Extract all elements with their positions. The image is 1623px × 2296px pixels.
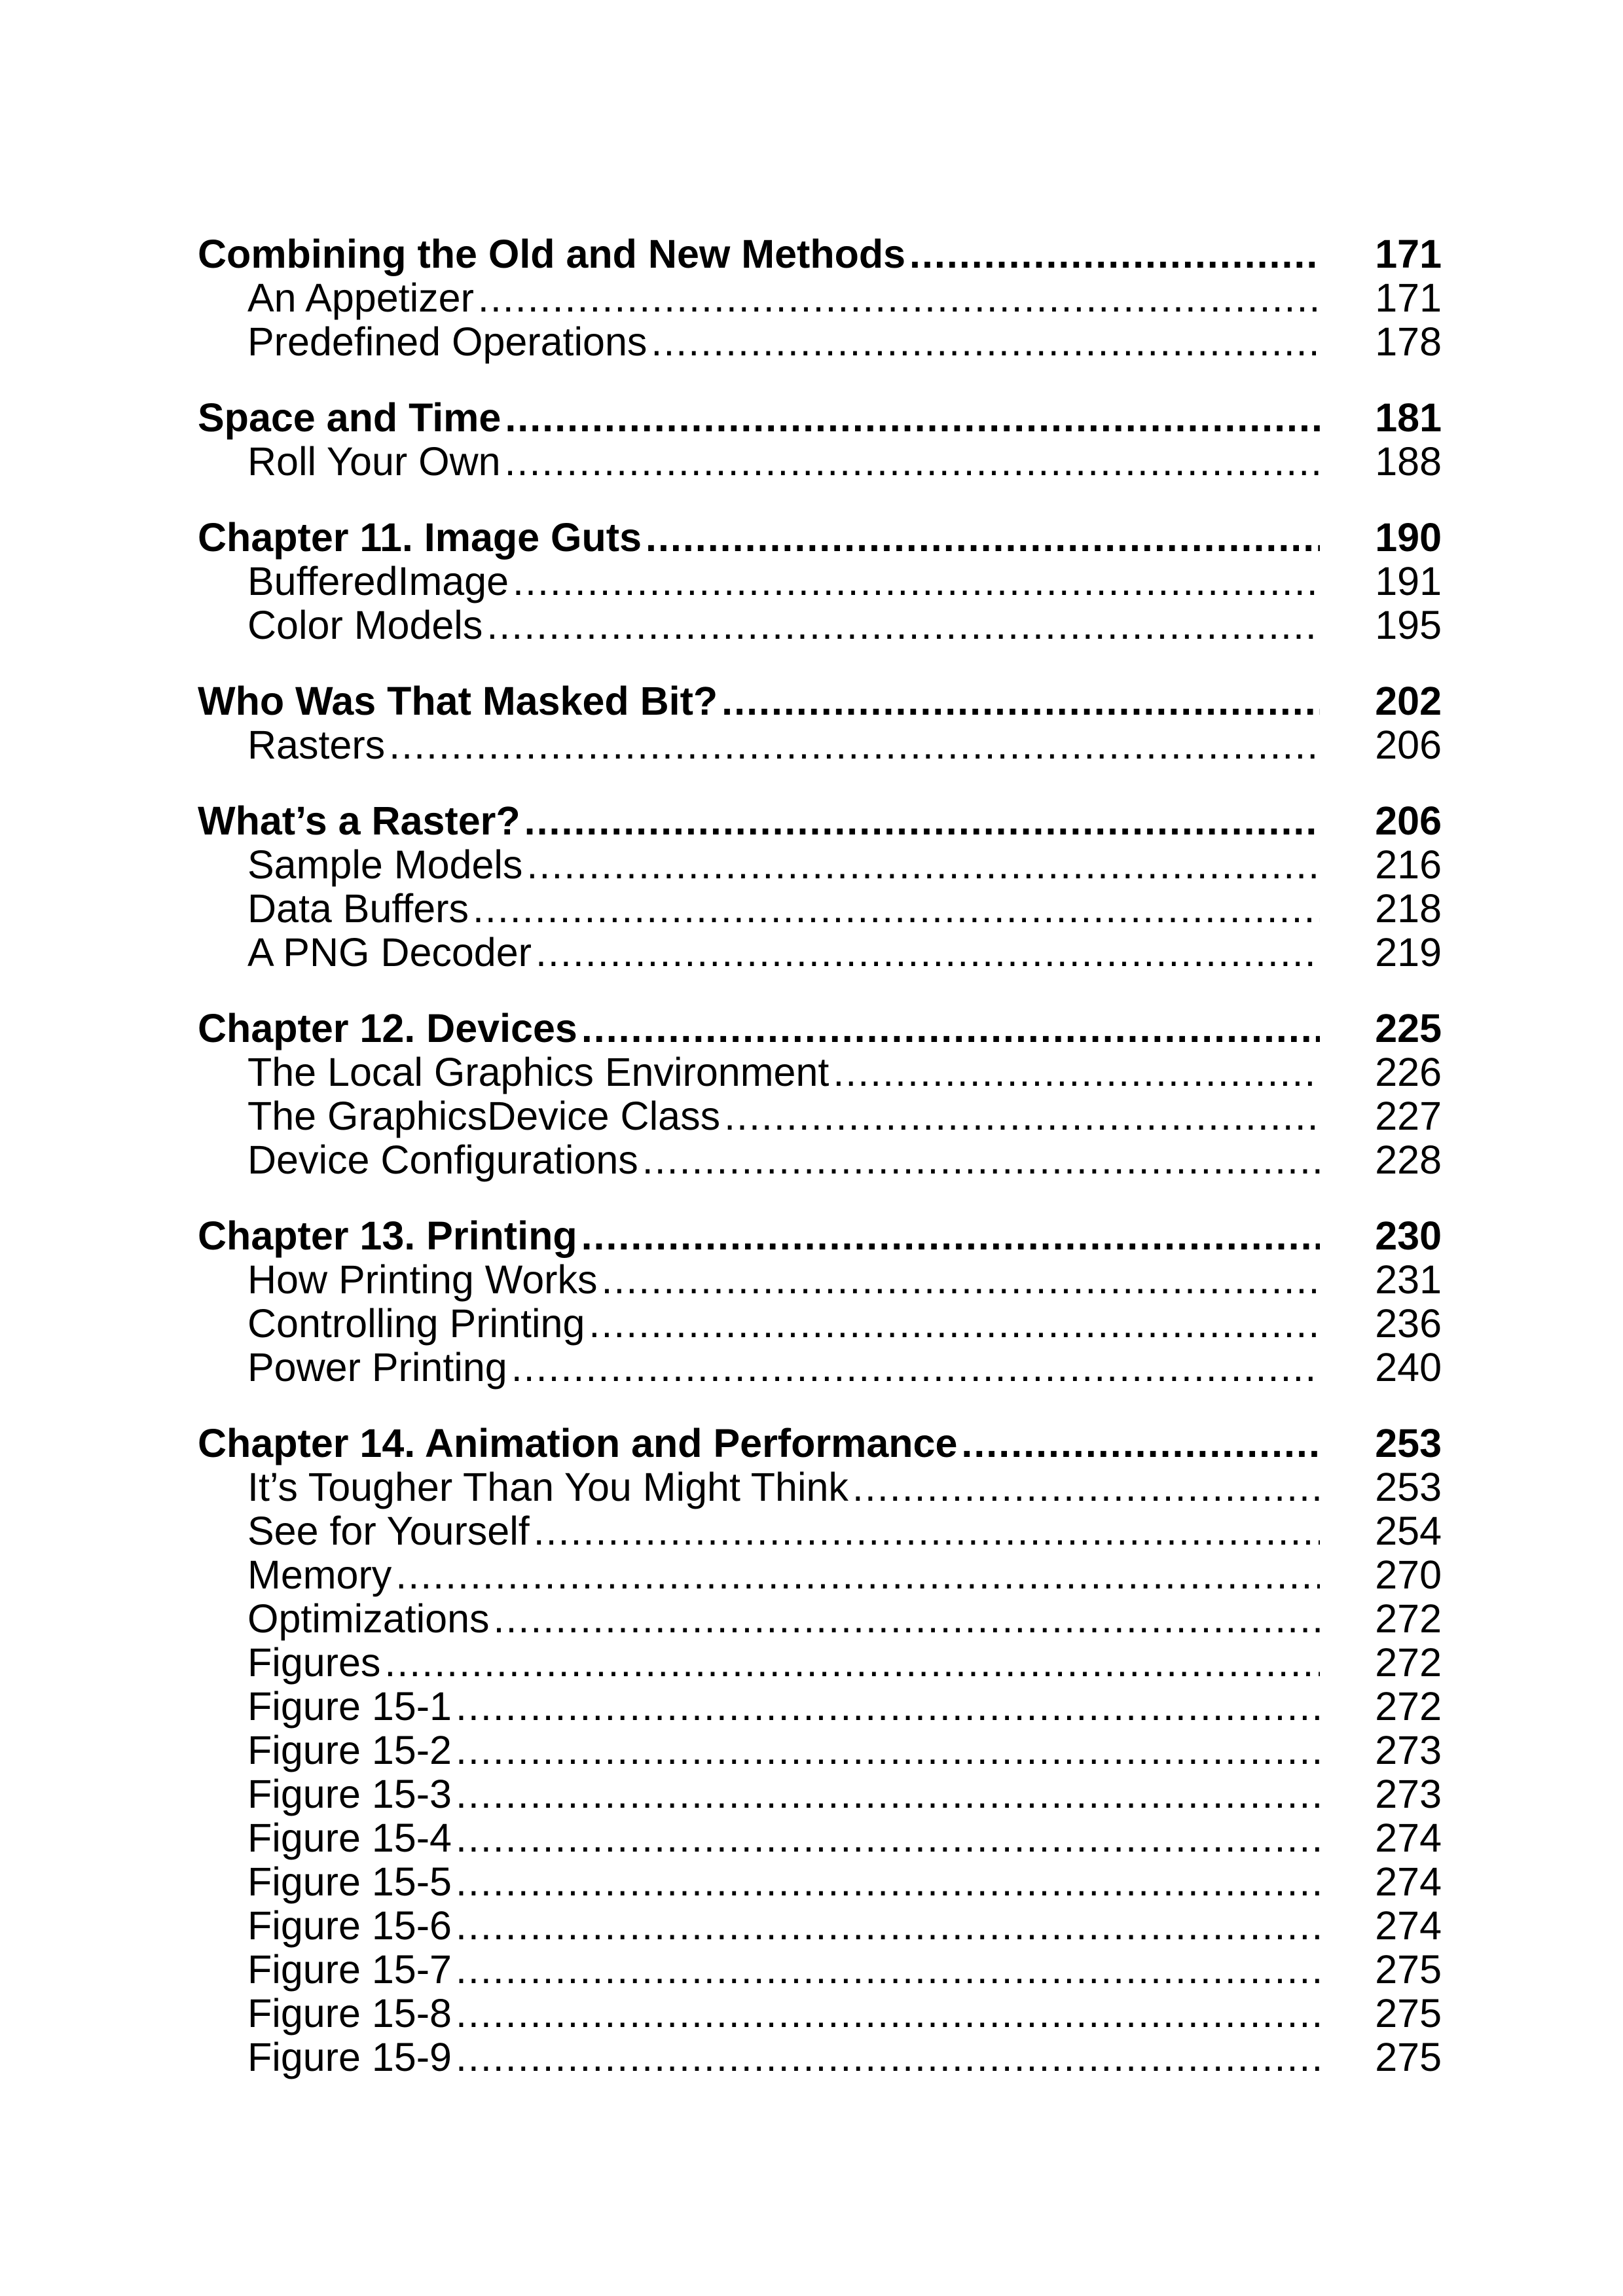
toc-title: Color Models [247, 603, 483, 647]
dot-leader [526, 843, 1320, 887]
toc-title: Figure 15-5 [247, 1859, 452, 1904]
toc-heading[interactable] [198, 232, 1442, 276]
dot-leader [961, 1422, 1320, 1465]
toc-title: Optimizations [247, 1596, 490, 1641]
toc-title: Figure 15-9 [247, 2035, 452, 2079]
dot-leader [456, 1860, 1320, 1904]
dot-leader [581, 1214, 1320, 1258]
dot-leader [478, 276, 1320, 320]
toc-entry[interactable] [198, 1816, 1442, 1860]
toc-page-number: 236 [1375, 1301, 1442, 1346]
toc-page-number: 274 [1375, 1859, 1442, 1904]
toc-page-number: 178 [1375, 319, 1442, 364]
toc-title: The GraphicsDevice Class [247, 1094, 721, 1138]
toc-page-number: 253 [1375, 1465, 1442, 1509]
dot-leader [505, 396, 1320, 440]
dot-leader [456, 1685, 1320, 1729]
dot-leader [721, 679, 1320, 723]
toc-heading[interactable] [198, 396, 1442, 440]
toc-page-number: 228 [1375, 1138, 1442, 1182]
toc-entry[interactable] [198, 1258, 1442, 1302]
dot-leader [494, 1597, 1320, 1641]
dot-leader [651, 320, 1320, 364]
toc-title: It’s Tougher Than You Might Think [247, 1465, 848, 1509]
toc-page-number: 274 [1375, 1903, 1442, 1948]
dot-leader [473, 887, 1320, 931]
toc-entry[interactable] [198, 1948, 1442, 1992]
dot-leader [534, 1509, 1320, 1553]
toc-page-number: 171 [1375, 232, 1442, 276]
toc-heading[interactable] [198, 799, 1442, 843]
dot-leader [456, 1992, 1320, 2036]
toc-title: Combining the Old and New Methods [198, 232, 906, 276]
toc-title: Chapter 14. Animation and Performance [198, 1421, 958, 1465]
dot-leader [909, 232, 1320, 276]
toc-page-number: 272 [1375, 1596, 1442, 1641]
toc-section [198, 232, 1442, 364]
toc-entry[interactable] [198, 1094, 1442, 1138]
toc-page-number: 188 [1375, 439, 1442, 484]
toc-page-number: 275 [1375, 1947, 1442, 1992]
toc-entry[interactable] [198, 1641, 1442, 1685]
toc-title: Rasters [247, 723, 386, 767]
toc-entry[interactable] [198, 1992, 1442, 2036]
toc-title: What’s a Raster? [198, 798, 520, 843]
toc-title: Figure 15-6 [247, 1903, 452, 1948]
toc-entry[interactable] [198, 1772, 1442, 1816]
toc-title: See for Yourself [247, 1509, 530, 1553]
toc-section [198, 1214, 1442, 1390]
toc-title: Figure 15-7 [247, 1947, 452, 1992]
dot-leader [646, 516, 1320, 560]
dot-leader [511, 1346, 1320, 1390]
toc-page-number: 218 [1375, 886, 1442, 931]
toc-page-number: 227 [1375, 1094, 1442, 1138]
toc-title: Space and Time [198, 395, 501, 440]
table-of-contents [198, 232, 1442, 2111]
toc-page-number: 230 [1375, 1213, 1442, 1258]
toc-entry[interactable] [198, 1597, 1442, 1641]
dot-leader [395, 1553, 1320, 1597]
toc-page-number: 181 [1375, 395, 1442, 440]
toc-page-number: 274 [1375, 1816, 1442, 1860]
toc-entry[interactable] [198, 320, 1442, 364]
toc-entry[interactable] [198, 1346, 1442, 1390]
toc-title: The Local Graphics Environment [247, 1050, 830, 1094]
toc-entry[interactable] [198, 723, 1442, 767]
toc-title: Figure 15-4 [247, 1816, 452, 1860]
toc-page-number: 275 [1375, 2035, 1442, 2079]
toc-entry[interactable] [198, 1553, 1442, 1597]
toc-heading[interactable] [198, 1214, 1442, 1258]
dot-leader [852, 1465, 1320, 1509]
dot-leader [524, 799, 1320, 843]
toc-entry[interactable] [198, 931, 1442, 975]
toc-title: BufferedImage [247, 559, 509, 603]
toc-entry[interactable] [198, 560, 1442, 603]
toc-title: Figure 15-1 [247, 1684, 452, 1729]
toc-page-number: 240 [1375, 1345, 1442, 1390]
toc-section [198, 516, 1442, 647]
toc-page-number: 219 [1375, 930, 1442, 975]
toc-entry[interactable] [198, 1302, 1442, 1346]
dot-leader [486, 603, 1320, 647]
dot-leader [601, 1258, 1320, 1302]
toc-title: Figure 15-3 [247, 1772, 452, 1816]
toc-page-number: 225 [1375, 1006, 1442, 1050]
dot-leader [389, 723, 1320, 767]
toc-title: Predefined Operations [247, 319, 647, 364]
toc-entry[interactable] [198, 1729, 1442, 1772]
toc-title: Who Was That Masked Bit? [198, 679, 718, 723]
toc-page-number: 231 [1375, 1257, 1442, 1302]
toc-title: Power Printing [247, 1345, 507, 1390]
toc-page-number: 206 [1375, 723, 1442, 767]
toc-page-number: 270 [1375, 1552, 1442, 1597]
toc-page-number: 171 [1375, 276, 1442, 320]
toc-title: Sample Models [247, 842, 523, 887]
toc-page-number: 191 [1375, 559, 1442, 603]
toc-title: Memory [247, 1552, 392, 1597]
toc-entry[interactable] [198, 1509, 1442, 1553]
toc-page-number: 272 [1375, 1684, 1442, 1729]
toc-entry[interactable] [198, 2036, 1442, 2079]
toc-entry[interactable] [198, 1465, 1442, 1509]
dot-leader [642, 1138, 1320, 1182]
toc-title: Figure 15-8 [247, 1991, 452, 2036]
toc-page-number: 275 [1375, 1991, 1442, 2036]
dot-leader [536, 931, 1320, 975]
toc-title: Device Configurations [247, 1138, 638, 1182]
toc-page-number: 254 [1375, 1509, 1442, 1553]
dot-leader [589, 1302, 1320, 1346]
dot-leader [384, 1641, 1320, 1685]
toc-heading[interactable] [198, 1007, 1442, 1050]
toc-page-number: 195 [1375, 603, 1442, 647]
toc-heading[interactable] [198, 1422, 1442, 1465]
dot-leader [724, 1094, 1320, 1138]
toc-title: Chapter 13. Printing [198, 1213, 577, 1258]
toc-title: How Printing Works [247, 1257, 598, 1302]
dot-leader [456, 1772, 1320, 1816]
toc-section [198, 1422, 1442, 2079]
toc-page-number: 272 [1375, 1640, 1442, 1685]
toc-page-number: 190 [1375, 515, 1442, 560]
toc-section [198, 396, 1442, 484]
toc-page-number: 216 [1375, 842, 1442, 887]
toc-title: Roll Your Own [247, 439, 501, 484]
dot-leader [513, 560, 1320, 603]
toc-heading[interactable] [198, 679, 1442, 723]
toc-page-number: 273 [1375, 1728, 1442, 1772]
toc-title: Figure 15-2 [247, 1728, 452, 1772]
dot-leader [456, 1816, 1320, 1860]
toc-entry[interactable] [198, 276, 1442, 320]
dot-leader [456, 2036, 1320, 2079]
toc-title: Chapter 12. Devices [198, 1006, 577, 1050]
toc-entry[interactable] [198, 1860, 1442, 1904]
toc-section [198, 1007, 1442, 1182]
toc-title: Chapter 11. Image Guts [198, 515, 642, 560]
toc-entry[interactable] [198, 887, 1442, 931]
toc-heading[interactable] [198, 516, 1442, 560]
dot-leader [456, 1904, 1320, 1948]
toc-entry[interactable] [198, 1685, 1442, 1729]
toc-entry[interactable] [198, 440, 1442, 484]
toc-page-number: 226 [1375, 1050, 1442, 1094]
toc-page-number: 273 [1375, 1772, 1442, 1816]
toc-section [198, 799, 1442, 975]
toc-page-number: 253 [1375, 1421, 1442, 1465]
dot-leader [581, 1007, 1320, 1050]
toc-entry[interactable] [198, 1904, 1442, 1948]
toc-entry[interactable] [198, 1138, 1442, 1182]
toc-entry[interactable] [198, 843, 1442, 887]
toc-title: Data Buffers [247, 886, 469, 931]
dot-leader [456, 1729, 1320, 1772]
toc-title: Controlling Printing [247, 1301, 585, 1346]
toc-section [198, 679, 1442, 767]
toc-entry[interactable] [198, 603, 1442, 647]
toc-page-number: 206 [1375, 798, 1442, 843]
dot-leader [456, 1948, 1320, 1992]
toc-title: An Appetizer [247, 276, 474, 320]
toc-title: A PNG Decoder [247, 930, 532, 975]
toc-page-number: 202 [1375, 679, 1442, 723]
dot-leader [505, 440, 1320, 484]
dot-leader [833, 1050, 1320, 1094]
toc-entry[interactable] [198, 1050, 1442, 1094]
toc-title: Figures [247, 1640, 381, 1685]
